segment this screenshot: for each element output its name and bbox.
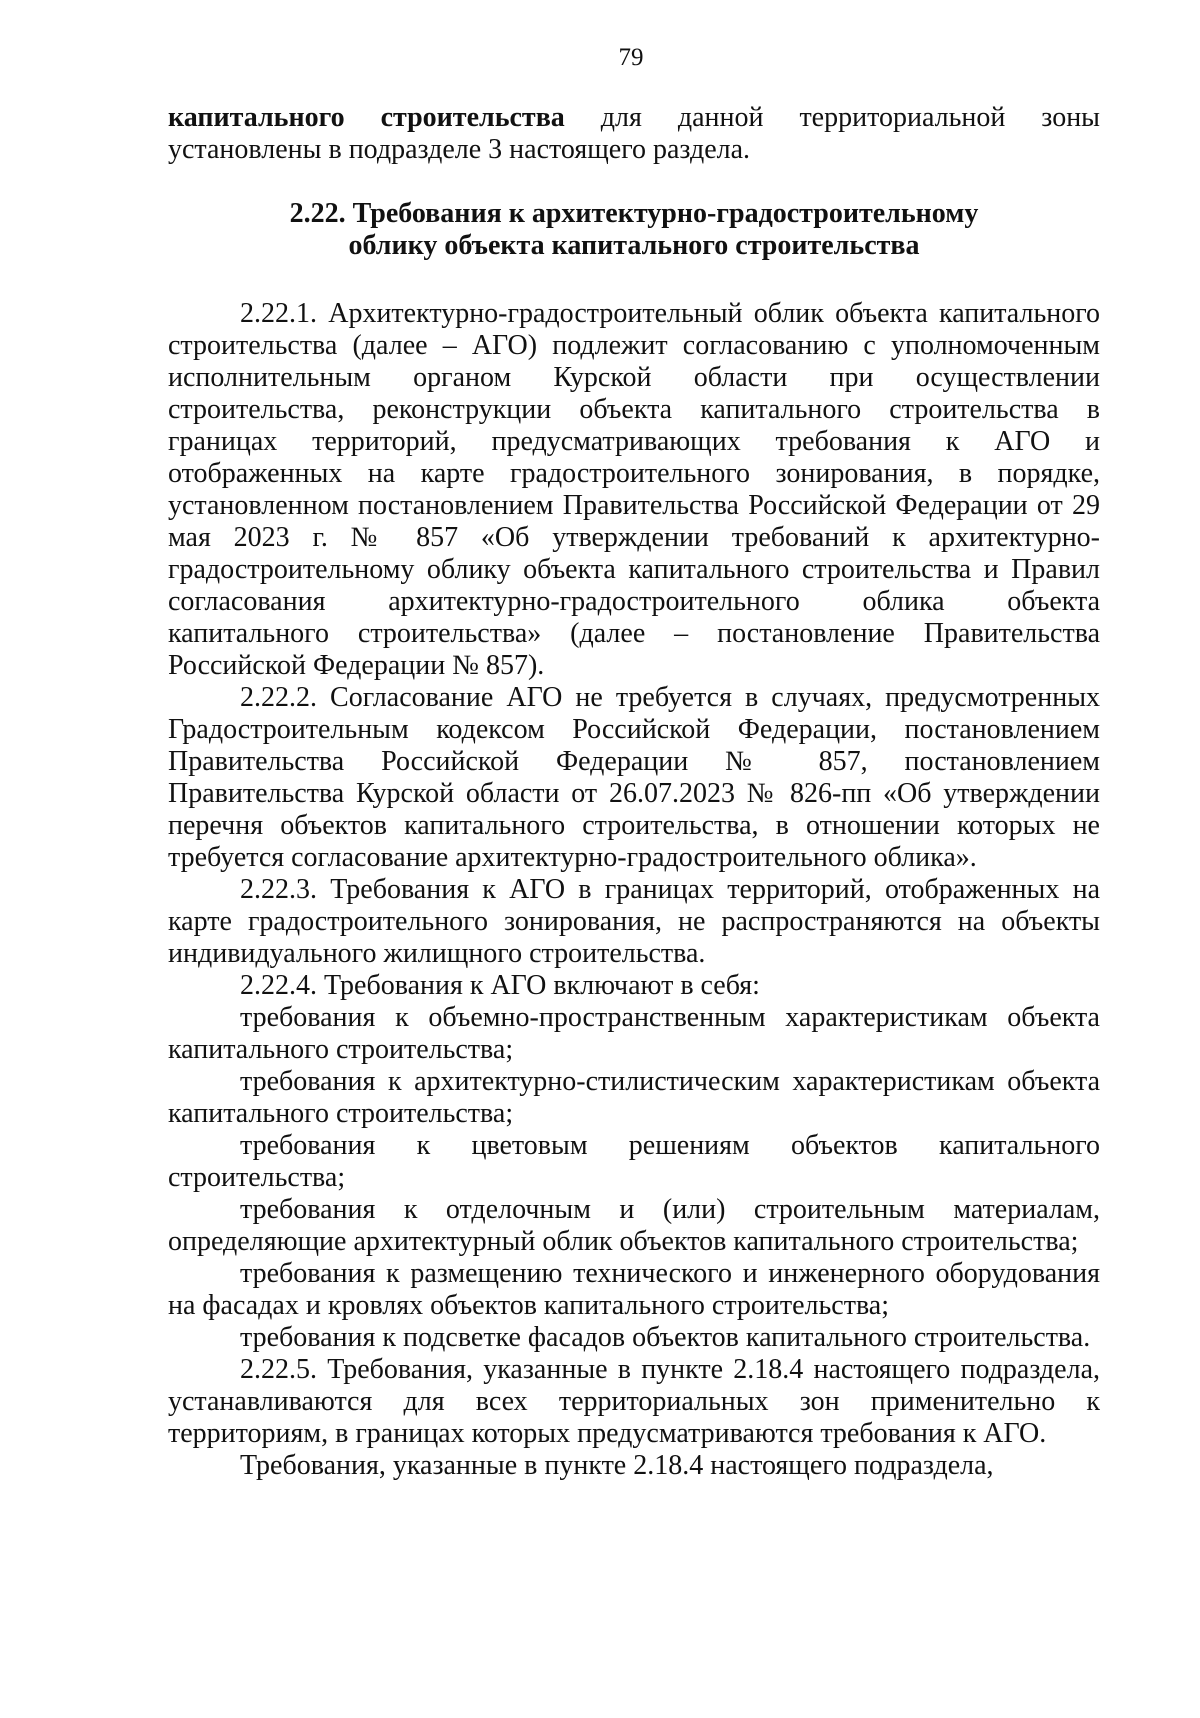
continuation-paragraph: Требования, указанные в пункте 2.18.4 настоящего подраздела,	[240, 1450, 994, 1481]
paragraph-2-22-5: 2.22.5. Требования, указанные в пункте 2.18.4 настоящего подраздела, устанавливаются для всех территориальных зон применительно к территориям, в границах которых предусматриваются требования к АГО.	[168, 1354, 1100, 1449]
page-number: 79	[618, 44, 644, 71]
document-body	[168, 102, 1100, 1482]
requirement-item: требования к подсветке фасадов объектов капитального строительства.	[240, 1322, 1091, 1353]
intro-text: для данной территориальной зоны установлены в подразделе 3 настоящего раздела.	[168, 102, 1100, 165]
paragraph-2-22-2: 2.22.2. Согласование АГО не требуется в случаях, предусмотренных Градостроительным кодексом Российской Федерации, постановлением Правительства Российской Федерации № 857, постановлением Правительства Курской области от 26.07.2023 № 826-пп «Об утверждении перечня объектов капитального строительства, в отношении которых не требуется согласование архитектурно-градостроительного облика».	[168, 682, 1100, 873]
requirement-item: требования к размещению технического и инженерного оборудования на фасадах и кровлях объектов капитального строительства;	[168, 1258, 1100, 1321]
paragraph-2-22-3: 2.22.3. Требования к АГО в границах территорий, отображенных на карте градостроительного зонирования, не распространяются на объекты индивидуального жилищного строительства.	[168, 874, 1100, 969]
paragraph-2-22-4: 2.22.4. Требования к АГО включают в себя:	[240, 970, 760, 1001]
requirement-item: требования к цветовым решениям объектов капитального строительства;	[168, 1130, 1100, 1193]
intro-paragraph	[168, 102, 1100, 166]
requirement-item: требования к объемно-пространственным характеристикам объекта капитального строительства;	[168, 1002, 1100, 1065]
intro-bold-text: капитального строительства	[168, 102, 565, 133]
section-heading-line-1: 2.22. Требования к архитектурно-градостроительному	[289, 198, 979, 229]
requirement-item: требования к архитектурно-стилистическим характеристикам объекта капитального строительства;	[168, 1066, 1100, 1129]
paragraph-2-22-1: 2.22.1. Архитектурно-градостроительный облик объекта капитального строительства (далее – АГО) подлежит согласованию с уполномоченным исполнительным органом Курской области при осуществлении строительства, реконструкции объекта капитального строительства в границах территорий, предусматривающих требования к АГО и отображенных на карте градостроительного зонирования, в порядке, установленном постановлением Правительства Российской Федерации от 29 мая 2023 г. № 857 «Об утверждении требований к архитектурно-градостроительному облику объекта капитального строительства и Правил согласования архитектурно-градостроительного облика объекта капитального строительства» (далее – постановление Правительства Российской Федерации № 857).	[168, 298, 1100, 681]
requirement-item: требования к отделочным и (или) строительным материалам, определяющие архитектурный облик объектов капитального строительства;	[168, 1194, 1100, 1257]
section-heading-line-2: облику объекта капитального строительства	[348, 230, 920, 261]
section-heading	[168, 198, 1100, 262]
